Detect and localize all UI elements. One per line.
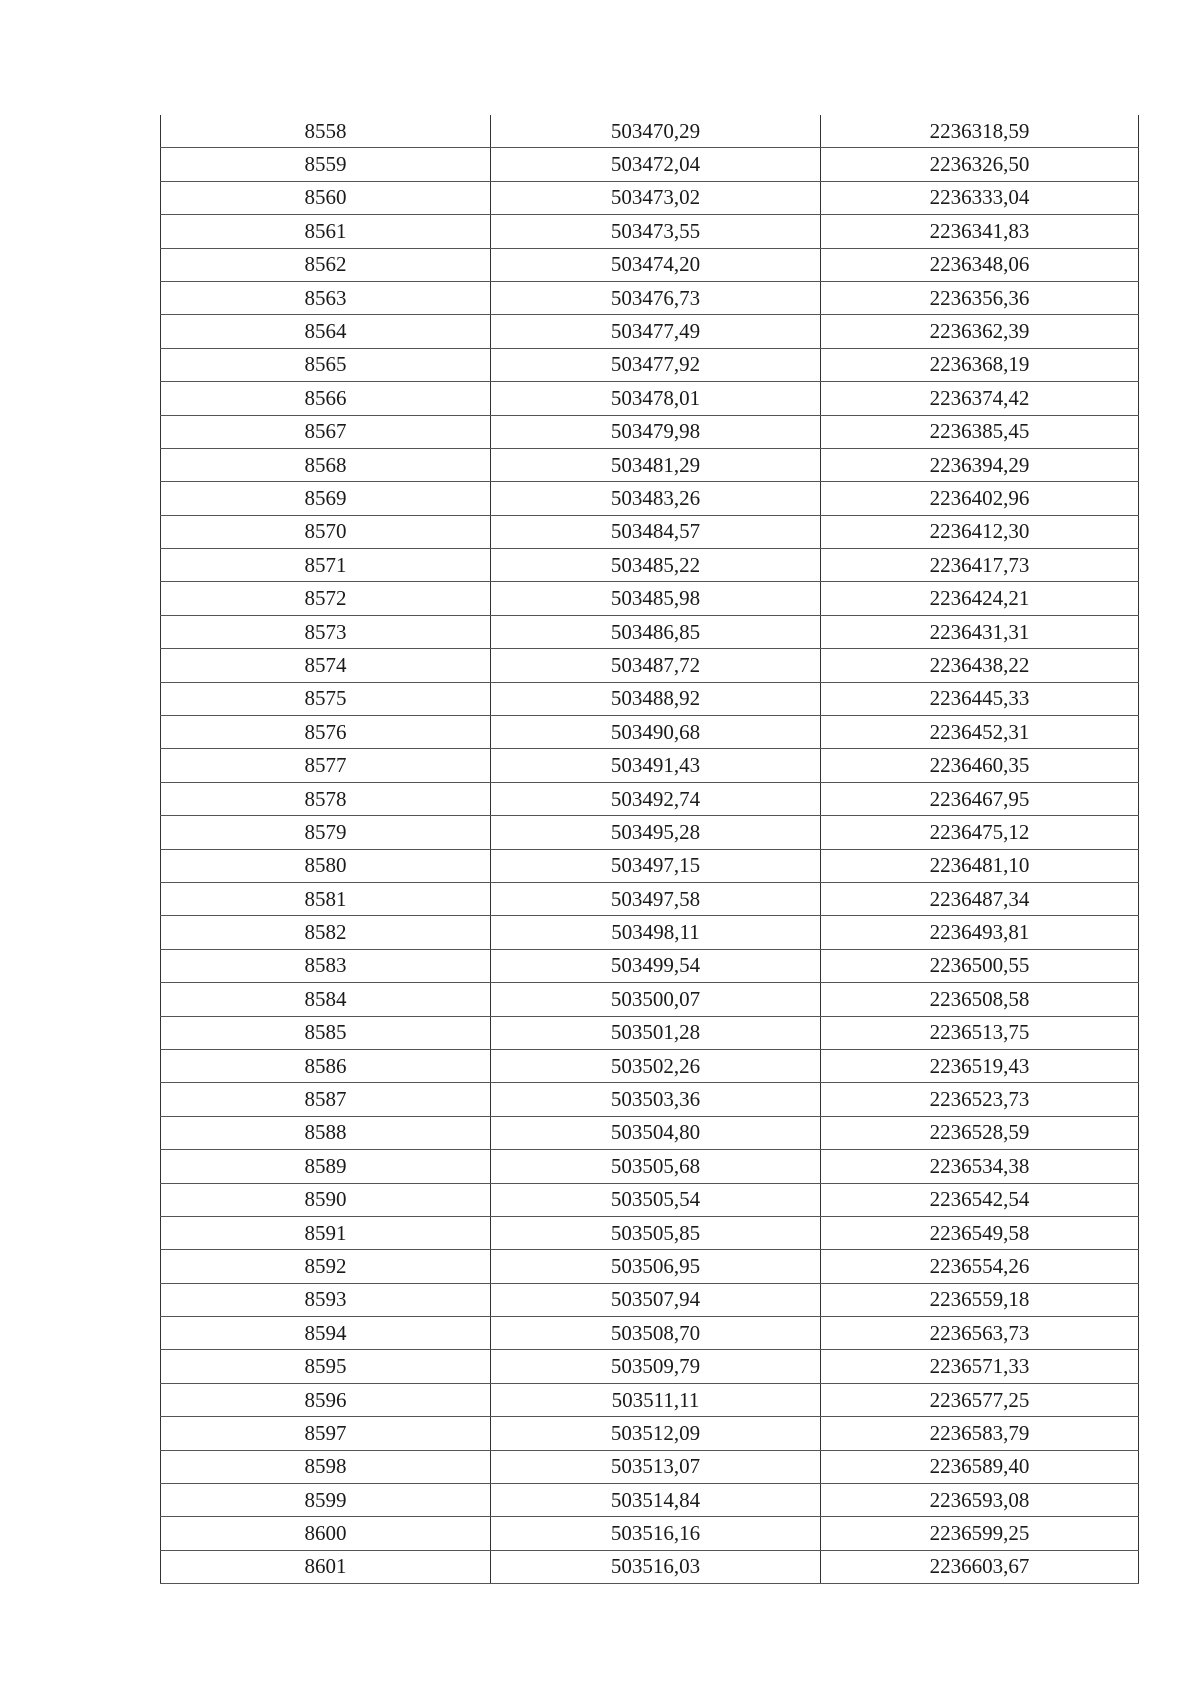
x-coordinate-cell: 503498,11 — [491, 916, 821, 949]
point-number-cell: 8564 — [161, 315, 491, 348]
x-coordinate-cell: 503477,49 — [491, 315, 821, 348]
x-coordinate-cell: 503490,68 — [491, 716, 821, 749]
point-number-cell: 8596 — [161, 1383, 491, 1416]
table-row — [161, 515, 1139, 548]
table-row — [161, 1450, 1139, 1483]
x-coordinate-cell: 503491,43 — [491, 749, 821, 782]
table-row — [161, 849, 1139, 882]
table-row — [161, 1016, 1139, 1049]
y-coordinate-cell: 2236508,58 — [821, 983, 1139, 1016]
y-coordinate-cell: 2236460,35 — [821, 749, 1139, 782]
table-row — [161, 949, 1139, 982]
y-coordinate-cell: 2236519,43 — [821, 1049, 1139, 1082]
x-coordinate-cell: 503506,95 — [491, 1250, 821, 1283]
x-coordinate-cell: 503497,58 — [491, 882, 821, 915]
point-number-cell: 8580 — [161, 849, 491, 882]
point-number-cell: 8586 — [161, 1049, 491, 1082]
point-number-cell: 8558 — [161, 115, 491, 148]
point-number-cell: 8561 — [161, 215, 491, 248]
point-number-cell: 8585 — [161, 1016, 491, 1049]
point-number-cell: 8598 — [161, 1450, 491, 1483]
point-number-cell: 8589 — [161, 1150, 491, 1183]
table-row — [161, 415, 1139, 448]
x-coordinate-cell: 503486,85 — [491, 615, 821, 648]
coordinates-table — [160, 115, 1139, 1584]
table-row — [161, 1317, 1139, 1350]
point-number-cell: 8579 — [161, 816, 491, 849]
y-coordinate-cell: 2236563,73 — [821, 1317, 1139, 1350]
y-coordinate-cell: 2236513,75 — [821, 1016, 1139, 1049]
point-number-cell: 8576 — [161, 716, 491, 749]
point-number-cell: 8601 — [161, 1550, 491, 1583]
y-coordinate-cell: 2236333,04 — [821, 181, 1139, 214]
x-coordinate-cell: 503516,16 — [491, 1517, 821, 1550]
x-coordinate-cell: 503505,68 — [491, 1150, 821, 1183]
table-row — [161, 1517, 1139, 1550]
point-number-cell: 8587 — [161, 1083, 491, 1116]
y-coordinate-cell: 2236523,73 — [821, 1083, 1139, 1116]
table-row — [161, 1083, 1139, 1116]
point-number-cell: 8575 — [161, 682, 491, 715]
y-coordinate-cell: 2236394,29 — [821, 448, 1139, 481]
y-coordinate-cell: 2236481,10 — [821, 849, 1139, 882]
x-coordinate-cell: 503513,07 — [491, 1450, 821, 1483]
table-row — [161, 749, 1139, 782]
table-row — [161, 281, 1139, 314]
x-coordinate-cell: 503479,98 — [491, 415, 821, 448]
table-row — [161, 582, 1139, 615]
point-number-cell: 8569 — [161, 482, 491, 515]
table-row — [161, 382, 1139, 415]
point-number-cell: 8567 — [161, 415, 491, 448]
x-coordinate-cell: 503472,04 — [491, 148, 821, 181]
point-number-cell: 8595 — [161, 1350, 491, 1383]
y-coordinate-cell: 2236493,81 — [821, 916, 1139, 949]
x-coordinate-cell: 503478,01 — [491, 382, 821, 415]
point-number-cell: 8599 — [161, 1484, 491, 1517]
y-coordinate-cell: 2236348,06 — [821, 248, 1139, 281]
x-coordinate-cell: 503473,55 — [491, 215, 821, 248]
point-number-cell: 8590 — [161, 1183, 491, 1216]
point-number-cell: 8571 — [161, 549, 491, 582]
x-coordinate-cell: 503476,73 — [491, 281, 821, 314]
x-coordinate-cell: 503500,07 — [491, 983, 821, 1016]
point-number-cell: 8566 — [161, 382, 491, 415]
y-coordinate-cell: 2236542,54 — [821, 1183, 1139, 1216]
x-coordinate-cell: 503503,36 — [491, 1083, 821, 1116]
point-number-cell: 8577 — [161, 749, 491, 782]
point-number-cell: 8581 — [161, 882, 491, 915]
point-number-cell: 8578 — [161, 782, 491, 815]
y-coordinate-cell: 2236528,59 — [821, 1116, 1139, 1149]
table-row — [161, 181, 1139, 214]
table-row — [161, 1216, 1139, 1249]
y-coordinate-cell: 2236431,31 — [821, 615, 1139, 648]
x-coordinate-cell: 503509,79 — [491, 1350, 821, 1383]
point-number-cell: 8574 — [161, 649, 491, 682]
y-coordinate-cell: 2236571,33 — [821, 1350, 1139, 1383]
x-coordinate-cell: 503473,02 — [491, 181, 821, 214]
table-row — [161, 916, 1139, 949]
x-coordinate-cell: 503514,84 — [491, 1484, 821, 1517]
table-row — [161, 716, 1139, 749]
point-number-cell: 8563 — [161, 281, 491, 314]
y-coordinate-cell: 2236487,34 — [821, 882, 1139, 915]
x-coordinate-cell: 503516,03 — [491, 1550, 821, 1583]
table-row — [161, 615, 1139, 648]
y-coordinate-cell: 2236374,42 — [821, 382, 1139, 415]
x-coordinate-cell: 503511,11 — [491, 1383, 821, 1416]
y-coordinate-cell: 2236534,38 — [821, 1150, 1139, 1183]
x-coordinate-cell: 503508,70 — [491, 1317, 821, 1350]
table-row — [161, 1383, 1139, 1416]
table-row — [161, 215, 1139, 248]
point-number-cell: 8584 — [161, 983, 491, 1016]
point-number-cell: 8559 — [161, 148, 491, 181]
y-coordinate-cell: 2236368,19 — [821, 348, 1139, 381]
point-number-cell: 8570 — [161, 515, 491, 548]
table-row — [161, 1484, 1139, 1517]
table-row — [161, 782, 1139, 815]
x-coordinate-cell: 503492,74 — [491, 782, 821, 815]
point-number-cell: 8583 — [161, 949, 491, 982]
y-coordinate-cell: 2236452,31 — [821, 716, 1139, 749]
x-coordinate-cell: 503488,92 — [491, 682, 821, 715]
y-coordinate-cell: 2236341,83 — [821, 215, 1139, 248]
x-coordinate-cell: 503499,54 — [491, 949, 821, 982]
y-coordinate-cell: 2236593,08 — [821, 1484, 1139, 1517]
y-coordinate-cell: 2236554,26 — [821, 1250, 1139, 1283]
x-coordinate-cell: 503495,28 — [491, 816, 821, 849]
point-number-cell: 8573 — [161, 615, 491, 648]
y-coordinate-cell: 2236412,30 — [821, 515, 1139, 548]
x-coordinate-cell: 503483,26 — [491, 482, 821, 515]
table-row — [161, 549, 1139, 582]
table-row — [161, 148, 1139, 181]
y-coordinate-cell: 2236424,21 — [821, 582, 1139, 615]
y-coordinate-cell: 2236475,12 — [821, 816, 1139, 849]
y-coordinate-cell: 2236417,73 — [821, 549, 1139, 582]
table-row — [161, 248, 1139, 281]
point-number-cell: 8597 — [161, 1417, 491, 1450]
table-row — [161, 1150, 1139, 1183]
table-row — [161, 1417, 1139, 1450]
table-row — [161, 1183, 1139, 1216]
y-coordinate-cell: 2236549,58 — [821, 1216, 1139, 1249]
point-number-cell: 8593 — [161, 1283, 491, 1316]
point-number-cell: 8560 — [161, 181, 491, 214]
table-row — [161, 448, 1139, 481]
table-row — [161, 649, 1139, 682]
y-coordinate-cell: 2236385,45 — [821, 415, 1139, 448]
coordinates-table-body — [161, 115, 1139, 1584]
table-row — [161, 482, 1139, 515]
x-coordinate-cell: 503505,54 — [491, 1183, 821, 1216]
x-coordinate-cell: 503485,22 — [491, 549, 821, 582]
x-coordinate-cell: 503512,09 — [491, 1417, 821, 1450]
x-coordinate-cell: 503477,92 — [491, 348, 821, 381]
y-coordinate-cell: 2236589,40 — [821, 1450, 1139, 1483]
table-row — [161, 983, 1139, 1016]
x-coordinate-cell: 503497,15 — [491, 849, 821, 882]
x-coordinate-cell: 503504,80 — [491, 1116, 821, 1149]
x-coordinate-cell: 503487,72 — [491, 649, 821, 682]
y-coordinate-cell: 2236318,59 — [821, 115, 1139, 148]
table-row — [161, 348, 1139, 381]
point-number-cell: 8582 — [161, 916, 491, 949]
x-coordinate-cell: 503481,29 — [491, 448, 821, 481]
point-number-cell: 8591 — [161, 1216, 491, 1249]
y-coordinate-cell: 2236326,50 — [821, 148, 1139, 181]
point-number-cell: 8588 — [161, 1116, 491, 1149]
y-coordinate-cell: 2236438,22 — [821, 649, 1139, 682]
y-coordinate-cell: 2236500,55 — [821, 949, 1139, 982]
y-coordinate-cell: 2236467,95 — [821, 782, 1139, 815]
x-coordinate-cell: 503474,20 — [491, 248, 821, 281]
y-coordinate-cell: 2236599,25 — [821, 1517, 1139, 1550]
y-coordinate-cell: 2236402,96 — [821, 482, 1139, 515]
x-coordinate-cell: 503502,26 — [491, 1049, 821, 1082]
y-coordinate-cell: 2236559,18 — [821, 1283, 1139, 1316]
point-number-cell: 8600 — [161, 1517, 491, 1550]
table-row — [161, 1350, 1139, 1383]
table-row — [161, 1283, 1139, 1316]
y-coordinate-cell: 2236362,39 — [821, 315, 1139, 348]
y-coordinate-cell: 2236583,79 — [821, 1417, 1139, 1450]
table-row — [161, 1049, 1139, 1082]
y-coordinate-cell: 2236603,67 — [821, 1550, 1139, 1583]
point-number-cell: 8592 — [161, 1250, 491, 1283]
table-row — [161, 115, 1139, 148]
point-number-cell: 8572 — [161, 582, 491, 615]
point-number-cell: 8594 — [161, 1317, 491, 1350]
x-coordinate-cell: 503501,28 — [491, 1016, 821, 1049]
x-coordinate-cell: 503505,85 — [491, 1216, 821, 1249]
point-number-cell: 8568 — [161, 448, 491, 481]
y-coordinate-cell: 2236356,36 — [821, 281, 1139, 314]
table-row — [161, 315, 1139, 348]
x-coordinate-cell: 503485,98 — [491, 582, 821, 615]
table-row — [161, 882, 1139, 915]
table-row — [161, 1250, 1139, 1283]
x-coordinate-cell: 503470,29 — [491, 115, 821, 148]
x-coordinate-cell: 503484,57 — [491, 515, 821, 548]
table-row — [161, 816, 1139, 849]
point-number-cell: 8562 — [161, 248, 491, 281]
table-row — [161, 1116, 1139, 1149]
y-coordinate-cell: 2236577,25 — [821, 1383, 1139, 1416]
x-coordinate-cell: 503507,94 — [491, 1283, 821, 1316]
y-coordinate-cell: 2236445,33 — [821, 682, 1139, 715]
table-row — [161, 1550, 1139, 1583]
table-row — [161, 682, 1139, 715]
point-number-cell: 8565 — [161, 348, 491, 381]
